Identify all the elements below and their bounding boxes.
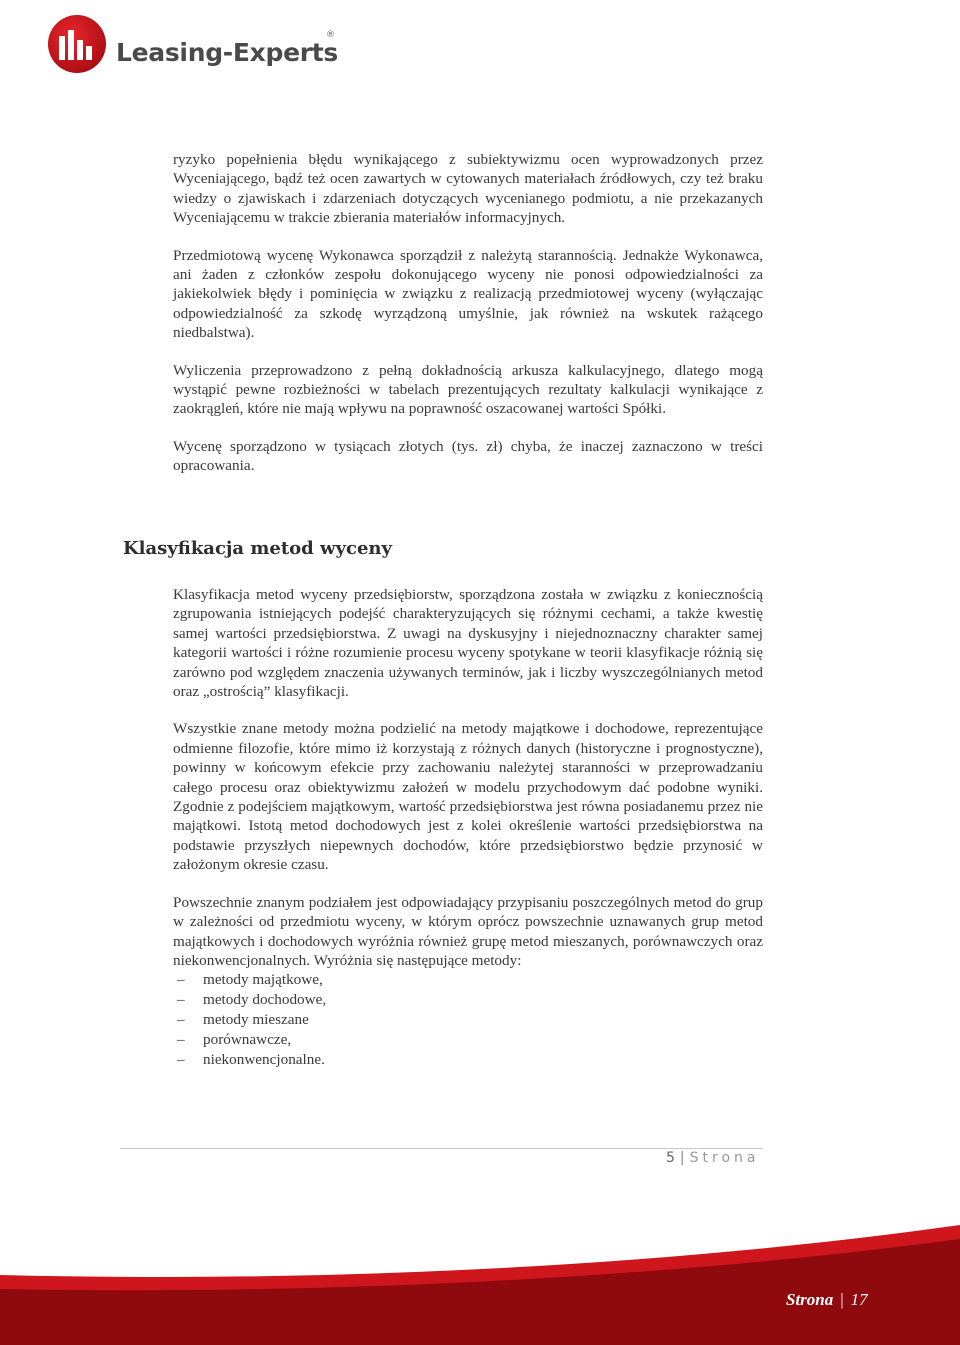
list-dash: – [177, 1051, 185, 1069]
list-item-text: niekonwencjonalne. [203, 1051, 325, 1069]
inner-page-number-value: 5 [666, 1150, 675, 1166]
paragraph: Powszechnie znanym podziałem jest odpowiadający przypisaniu poszczególnych metod do grup w zależności od przedmiotu wyceny, w którym oprócz powszechnie uznawanych grup metod majątkowych i dochodowych wyróżnia również grupę metod mieszanych, porównawczych oraz niekonwencjonalnych. Wyróżnia się następujące metody: [173, 893, 763, 969]
list-item-text: porównawcze, [203, 1031, 292, 1049]
footer-banner [0, 1225, 960, 1345]
list-dash: – [177, 991, 185, 1009]
inner-page-separator: | [679, 1150, 685, 1166]
registered-mark: ® [326, 30, 335, 40]
paragraph: Wycenę sporządzono w tysiącach złotych (tys. zł) chyba, że inaczej zaznaczono w treści opracowania. [173, 437, 763, 475]
list-item [173, 1010, 763, 1030]
logo-text: Leasing-Experts [116, 38, 338, 67]
footer-divider [120, 1148, 763, 1149]
footer-page-value: 17 [850, 1290, 868, 1309]
list-item-text: metody majątkowe, [203, 971, 323, 989]
list-item [173, 970, 763, 990]
body-bottom [173, 585, 763, 1070]
list-dash: – [177, 971, 185, 989]
footer-separator: | [840, 1290, 844, 1309]
logo-mark-icon [46, 10, 112, 76]
methods-list [173, 970, 763, 1070]
footer-page-label: Strona [786, 1290, 834, 1309]
list-item [173, 990, 763, 1010]
list-item-text: metody mieszane [203, 1011, 309, 1029]
inner-page-number [666, 1150, 759, 1166]
paragraph: Klasyfikacja metod wyceny przedsiębiorstw, sporządzona została w związku z koniecznością zgrupowania istniejących podejść charakteryzujących się różnymi cechami, a także kwestię samej wartości przedsiębiorstwa. Z uwagi na dyskusyjny i niejednoznaczny charakter samej kategorii wartości i różne rozumienie procesu wyceny spotykane w teorii klasyfikacje różnią się zarówno pod względem znaczenia używanych terminów, jak i liczby wyszczególnianych metod oraz „ostrością” klasyfikacji. [173, 586, 763, 701]
list-item [173, 1030, 763, 1050]
list-item-text: metody dochodowe, [203, 991, 327, 1009]
paragraph: ryzyko popełnienia błędu wynikającego z subiektywizmu ocen wyprowadzonych przez Wyceniającego, bądź też ocen zawartych w cytowanych materiałach źródłowych, czy też braku wiedzy o zjawiskach i zdarzeniach dotyczących wycenianego podmiotu, a nie przekazanych Wyceniającemu w trakcie zbierania materiałów informacyjnych. [173, 151, 763, 227]
section-heading: Klasyfikacja metod wyceny [123, 538, 392, 559]
list-dash: – [177, 1031, 185, 1049]
body-top [173, 150, 763, 494]
footer-page-number [786, 1290, 868, 1310]
paragraph: Wszystkie znane metody można podzielić na metody majątkowe i dochodowe, reprezentujące odmienne filozofie, które mimo iż korzystają z różnych danych (historyczne i prognostyczne), powinny w końcowym efekcie przy zachowaniu należytej staranności w przeprowadzaniu całego procesu oraz obiektywizmu założeń w modelu przychodowym dać podobne wyniki. Zgodnie z podejściem majątkowym, wartość przedsiębiorstwa jest równa posiadanemu przez nie majątkowi. Istotą metod dochodowych jest z kolei określenie wartości przedsiębiorstwa na podstawie przyszłych niepewnych dochodów, które przedsiębiorstwo będzie przynosić w założonym okresie czasu. [173, 720, 763, 874]
paragraph: Przedmiotową wycenę Wykonawca sporządził z należytą starannością. Jednakże Wykonawca, ani żaden z członków zespołu dokonującego wyceny nie ponosi odpowiedzialności za jakiekolwiek błędy i pominięcia w związku z realizacją przedmiotowej wyceny (wyłączając odpowiedzialność za szkodę wyrządzoną umyślnie, jak również na wskutek rażącego niedbalstwa). [173, 246, 763, 342]
logo [46, 10, 346, 82]
list-dash: – [177, 1011, 185, 1029]
inner-page-label: Strona [689, 1150, 760, 1166]
paragraph: Wyliczenia przeprowadzono z pełną dokładnością arkusza kalkulacyjnego, dlatego mogą wystąpić pewne rozbieżności w tabelach prezentujących rezultaty kalkulacji wynikające z zaokrągleń, które nie mają wpływu na poprawność oszacowanej wartości Spółki. [173, 361, 763, 418]
list-item [173, 1050, 763, 1070]
